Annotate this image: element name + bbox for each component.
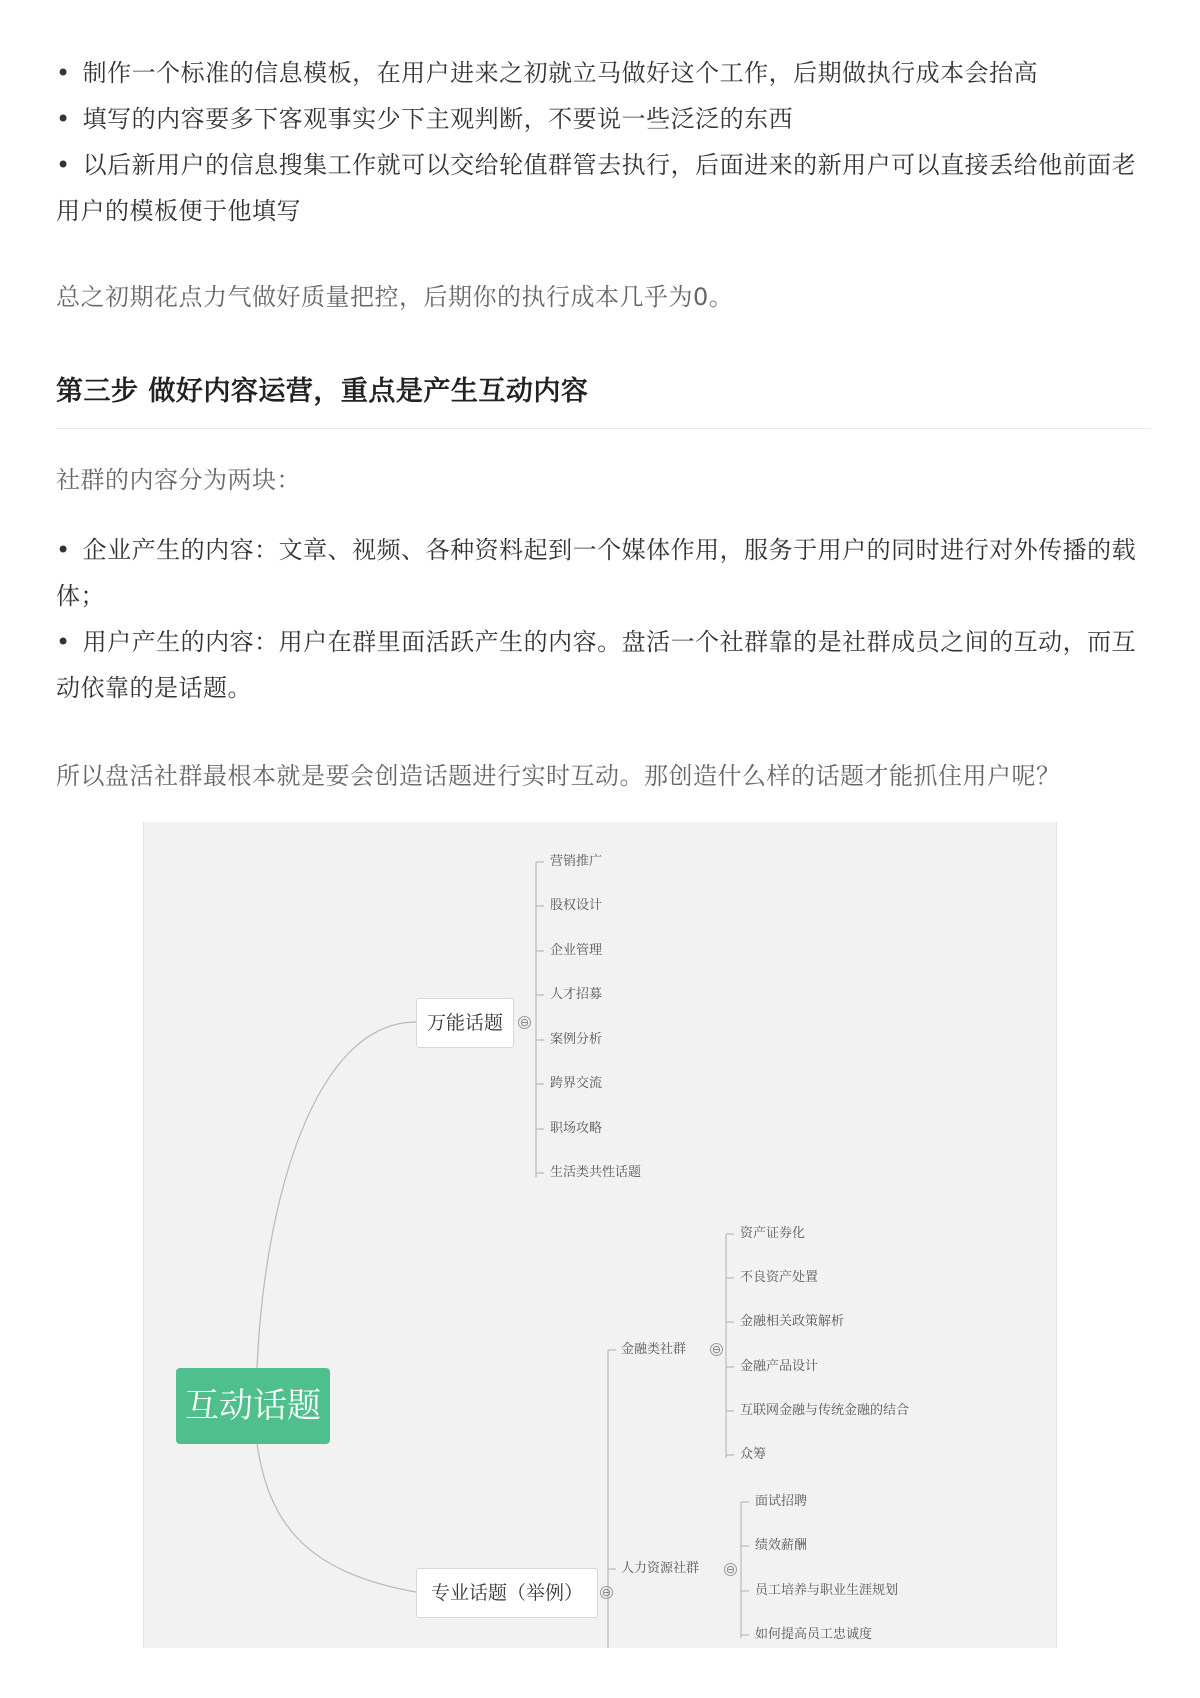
mindmap-node-finance: 金融类社群 bbox=[621, 1342, 687, 1357]
mindmap-leaf: 互联网金融与传统金融的结合 bbox=[740, 1403, 910, 1418]
intro-paragraph: 社群的内容分为两块： bbox=[56, 466, 301, 494]
mindmap-leaf: 股权设计 bbox=[550, 898, 603, 913]
mindmap-leaf: 案例分析 bbox=[550, 1032, 603, 1047]
question-paragraph: 所以盘活社群最根本就是要会创造话题进行实时互动。那创造什么样的话题才能抓住用户呢？ bbox=[56, 762, 1061, 790]
mindmap-leaf: 人才招募 bbox=[550, 987, 603, 1002]
mindmap-leaf: 生活类共性话题 bbox=[550, 1165, 642, 1180]
mindmap-image bbox=[143, 822, 1057, 1648]
mindmap-node-universal: 万能话题 bbox=[416, 998, 514, 1048]
list-item: • 制作一个标准的信息模板，在用户进来之初就立马做好这个工作，后期做执行成本会抬高 bbox=[56, 50, 1151, 96]
list-item: • 以后新用户的信息搜集工作就可以交给轮值群管去执行，后面进来的新用户可以直接丢给他前面老用户的模板便于他填写 bbox=[56, 142, 1151, 234]
list-item: • 用户产生的内容：用户在群里面活跃产生的内容。盘活一个社群靠的是社群成员之间的互动，而互动依靠的是话题。 bbox=[56, 619, 1151, 711]
mindmap-leaf: 绩效薪酬 bbox=[755, 1538, 808, 1553]
list-item: • 企业产生的内容：文章、视频、各种资料起到一个媒体作用，服务于用户的同时进行对外传播的载体； bbox=[56, 527, 1151, 619]
mindmap-node-hr: 人力资源社群 bbox=[621, 1561, 700, 1576]
heading-divider bbox=[56, 428, 1151, 429]
collapse-icon: ⊖ bbox=[711, 1343, 722, 1356]
bullet-list-top bbox=[56, 50, 1151, 234]
mindmap-node-professional: 专业话题（举例） bbox=[416, 1568, 598, 1618]
mindmap-leaf: 资产证券化 bbox=[740, 1226, 806, 1241]
mindmap-leaf: 面试招聘 bbox=[755, 1494, 808, 1509]
collapse-icon: ⊖ bbox=[725, 1563, 736, 1576]
mindmap-root-node: 互动话题 bbox=[176, 1368, 330, 1444]
mindmap-leaf: 职场攻略 bbox=[550, 1121, 603, 1136]
bullet-list-content bbox=[56, 527, 1151, 711]
list-item: • 填写的内容要多下客观事实少下主观判断，不要说一些泛泛的东西 bbox=[56, 96, 1151, 142]
mindmap-leaf: 不良资产处置 bbox=[740, 1270, 819, 1285]
mindmap-leaf: 金融相关政策解析 bbox=[740, 1314, 845, 1329]
collapse-icon: ⊖ bbox=[601, 1586, 612, 1599]
mindmap-leaf: 如何提高员工忠诚度 bbox=[755, 1627, 873, 1642]
mindmap-leaf: 企业管理 bbox=[550, 943, 603, 958]
summary-paragraph: 总之初期花点力气做好质量把控，后期你的执行成本几乎为0。 bbox=[56, 283, 734, 311]
mindmap-leaf: 金融产品设计 bbox=[740, 1359, 819, 1374]
mindmap-leaf: 跨界交流 bbox=[550, 1076, 603, 1091]
section-heading: 第三步 做好内容运营，重点是产生互动内容 bbox=[56, 376, 589, 407]
mindmap-leaf: 员工培养与职业生涯规划 bbox=[755, 1583, 899, 1598]
mindmap-leaf: 众筹 bbox=[740, 1447, 767, 1462]
mindmap-leaf: 营销推广 bbox=[550, 854, 603, 869]
collapse-icon: ⊖ bbox=[519, 1016, 530, 1029]
